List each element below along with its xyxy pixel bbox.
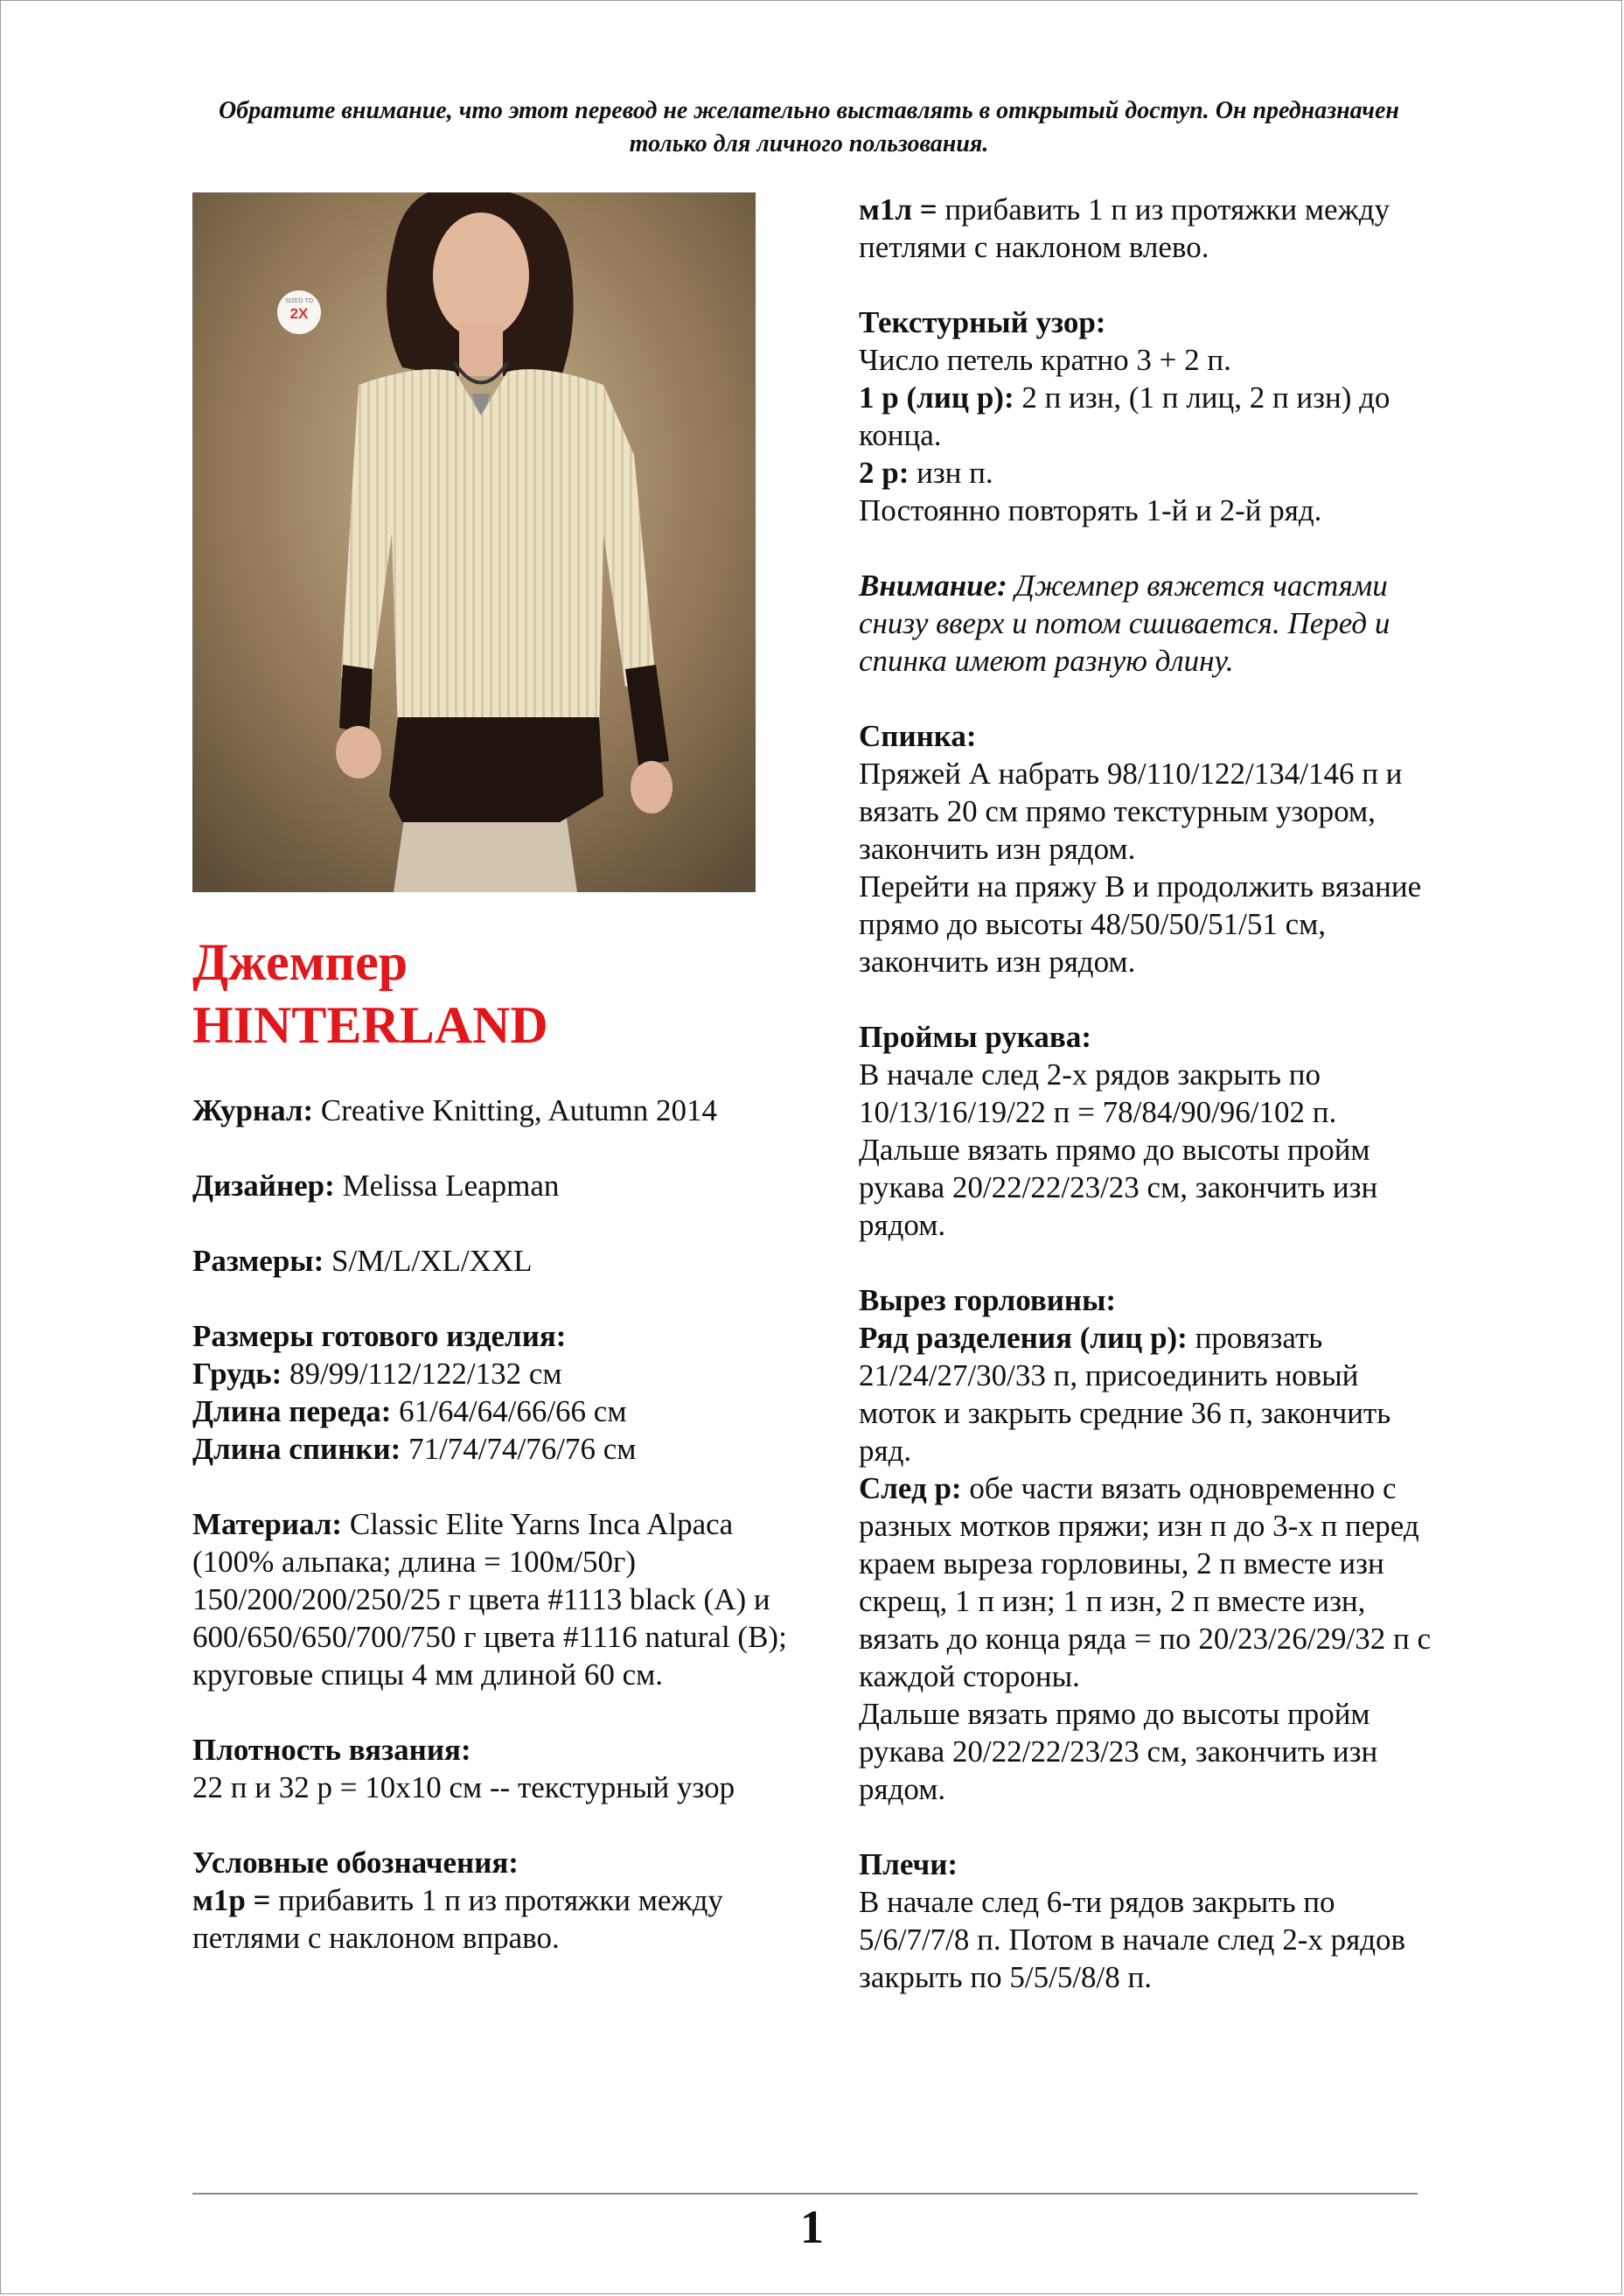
gauge-value: 22 п и 32 р = 10х10 см -- текстурный узор	[192, 1770, 735, 1804]
division-row-label: Ряд разделения (лиц р):	[859, 1321, 1188, 1355]
shoulders-heading: Плечи:	[859, 1847, 958, 1881]
material-label: Материал:	[192, 1507, 343, 1541]
chest-label: Грудь:	[192, 1357, 282, 1391]
row-2-value: изн п.	[909, 456, 993, 490]
row-2-label: 2 р:	[859, 456, 910, 490]
next-row-label: След р:	[859, 1471, 962, 1505]
armholes-text-2: Дальше вязать прямо до высоты пройм рукава 20/22/22/23/23 см, закончить изн рядом.	[859, 1133, 1378, 1242]
m1l-label: м1л =	[859, 192, 937, 227]
back-length-label: Длина спинки:	[192, 1432, 401, 1466]
shoulders-text: В начале след 6-ти рядов закрыть по 5/6/7/7/8 п. Потом в начале след 2-х рядов закрыть по 5/5/5/8/8 п.	[859, 1885, 1406, 1994]
magazine-line	[192, 1092, 787, 1129]
title-line-2: HINTERLAND	[192, 996, 548, 1054]
sweater-photo	[192, 192, 756, 892]
size-badge-size: 2X	[289, 305, 309, 322]
armholes-heading: Проймы рукава:	[859, 1020, 1091, 1054]
attention-value: Джемпер вяжется частями снизу вверх и потом сшивается. Перед и спинка имеют разную длину.	[859, 569, 1391, 678]
m1r-value: прибавить 1 п из протяжки между петлями с наклоном вправо.	[192, 1883, 723, 1955]
material-paragraph	[192, 1505, 787, 1693]
texture-row-2	[859, 454, 1436, 492]
back-text-2: Перейти на пряжу В и продолжить вязание прямо до высоты 48/50/50/51/51 см, закончить изн рядом.	[859, 869, 1422, 979]
neckline-division-row	[859, 1319, 1436, 1469]
pattern-title	[192, 931, 787, 1057]
chest-line	[192, 1355, 787, 1392]
page-number: 1	[800, 2201, 824, 2253]
attention-note	[859, 567, 1436, 680]
privacy-notice: Обратите внимание, что этот перевод не желательно выставлять в открытый доступ. Он предназначен только для личного пользования.	[219, 97, 1399, 157]
back-length-line	[192, 1430, 787, 1468]
finished-heading: Размеры готового изделия:	[192, 1319, 567, 1353]
front-length-label: Длина переда:	[192, 1394, 392, 1428]
right-column	[859, 191, 1436, 1996]
size-badge-caption: SIZED TO	[284, 298, 314, 304]
designer-label: Дизайнер:	[192, 1169, 335, 1203]
attention-label: Внимание:	[859, 569, 1007, 603]
abbreviations-heading: Условные обозначения:	[192, 1846, 519, 1880]
neckline-text-3: Дальше вязать прямо до высоты пройм рукава 20/22/22/23/23 см, закончить изн рядом.	[859, 1697, 1378, 1806]
neckline-heading: Вырез горловины:	[859, 1283, 1117, 1317]
back-length-value: 71/74/74/76/76 см	[401, 1432, 637, 1466]
designer-line	[192, 1167, 787, 1204]
division-row-value: провязать 21/24/27/30/33 п, присоединить новый моток и закрыть средние 36 п, закончить ряд.	[859, 1321, 1391, 1468]
back-heading: Спинка:	[859, 719, 977, 753]
magazine-value: Creative Knitting, Autumn 2014	[313, 1093, 717, 1127]
magazine-label: Журнал:	[192, 1093, 314, 1127]
m1l-value: прибавить 1 п из протяжки между петлями с наклоном влево.	[859, 192, 1391, 264]
designer-value: Melissa Leapman	[334, 1169, 560, 1203]
next-row-value: обе части вязать одновременно с разных мотков пряжи; изн п до 3-х п перед краем выреза горловины, 2 п вместе изн скрещ, 1 п изн; 1 п изн, 2 п вместе изн, вязать до конца ряда = по 20/23/26/29/32 п с каждой стороны.	[859, 1471, 1431, 1693]
sizes-value: S/M/L/XL/XXL	[324, 1244, 533, 1278]
armholes-text-1: В начале след 2-х рядов закрыть по 10/13/16/19/22 п = 78/84/90/96/102 п.	[859, 1057, 1337, 1129]
m1r-label: м1р =	[192, 1883, 271, 1917]
row-1-value: 2 п изн, (1 п лиц, 2 п изн) до конца.	[859, 380, 1391, 452]
texture-repeat: Постоянно повторять 1-й и 2-й ряд.	[859, 493, 1322, 527]
chest-value: 89/99/112/122/132 см	[282, 1357, 562, 1391]
footer-divider	[192, 2193, 1418, 2195]
front-length-line	[192, 1392, 787, 1430]
texture-multiple: Число петель кратно 3 + 2 п.	[859, 343, 1231, 377]
size-badge	[277, 293, 321, 331]
material-value: Classic Elite Yarns Inca Alpaca (100% альпака; длина = 100м/50г) 150/200/200/250/25 г цвета #1113 black (A) и 600/650/650/700/750 г цвета #1116 natural (B); круговые спицы 4 мм длиной 60 см.	[192, 1507, 787, 1692]
neckline-next-row	[859, 1469, 1436, 1695]
gauge-heading: Плотность вязания:	[192, 1733, 471, 1767]
sizes-label: Размеры:	[192, 1244, 324, 1278]
left-column	[192, 931, 787, 1957]
front-length-value: 61/64/64/66/66 см	[391, 1394, 627, 1428]
row-1-label: 1 р (лиц р):	[859, 380, 1014, 415]
texture-row-1	[859, 379, 1436, 454]
back-text-1: Пряжей А набрать 98/110/122/134/146 п и вязать 20 см прямо текстурным узором, закончить изн рядом.	[859, 757, 1403, 866]
sizes-line	[192, 1242, 787, 1280]
title-line-1: Джемпер	[192, 933, 408, 991]
m1r-definition	[192, 1881, 787, 1957]
m1l-definition	[859, 191, 1436, 266]
texture-heading: Текстурный узор:	[859, 305, 1106, 339]
